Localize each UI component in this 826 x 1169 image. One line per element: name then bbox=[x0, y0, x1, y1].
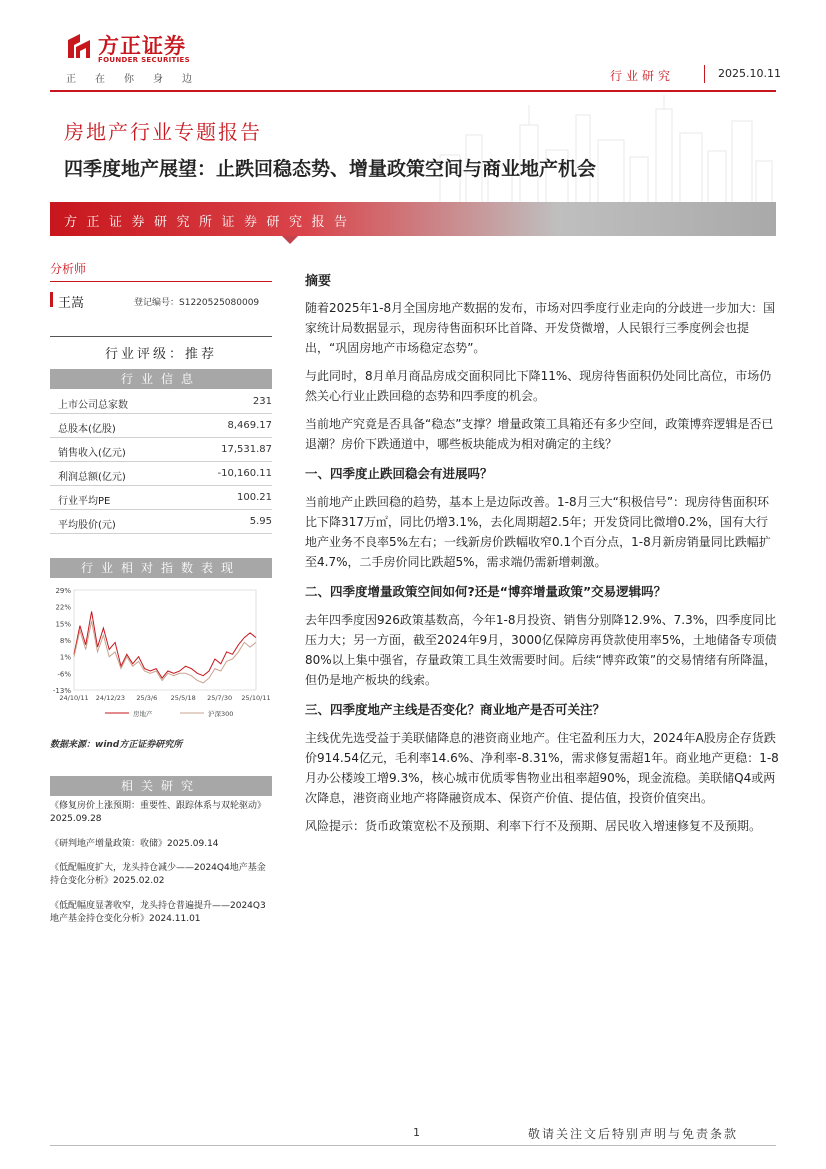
section-body: 当前地产止跌回稳的趋势，基本上是边际改善。1-8月三大“积极信号”：现房待售面积环比下降317万㎡，同比仍增3.1%，去化周期超2.5年；开发贷同比微增0.2%，国有大行地产业务不良率5%左右；一线新房价跌幅收窄0.1个百分点，1-8月新房销量同比跌幅扩至4.7%，二手房价同比跌超5%，需求端仍需新增刺激。 bbox=[305, 495, 771, 569]
series-line-csi300 bbox=[74, 621, 256, 683]
info-label: 总股本(亿股) bbox=[58, 424, 116, 435]
x-tick-label: 24/10/11 bbox=[59, 694, 89, 702]
section-title: 一、四季度止跌回稳会有进展吗？ bbox=[305, 466, 493, 481]
index-chart-svg bbox=[50, 580, 272, 730]
report-category: 行业研究 bbox=[610, 69, 675, 83]
info-value: 17,531.87 bbox=[221, 444, 272, 455]
disclaimer-notice: 敬请关注文后特别声明与免责条款 bbox=[528, 1127, 739, 1141]
y-tick-label: 15% bbox=[55, 620, 71, 629]
analyst-divider bbox=[50, 281, 272, 282]
header-divider bbox=[50, 90, 776, 92]
info-value: -10,160.11 bbox=[217, 468, 272, 479]
analyst-name: 王嵩 bbox=[58, 296, 85, 311]
company-name-cn: 方正证券 bbox=[98, 34, 186, 58]
risk-warning: 风险提示：货币政策宽松不及预期、利率下行不及预期、居民收入增速修复不及预期。 bbox=[305, 819, 762, 833]
index-chart bbox=[50, 580, 272, 730]
info-label: 行业平均PE bbox=[58, 496, 111, 507]
banner-pointer bbox=[282, 236, 298, 244]
industry-info-row bbox=[50, 414, 272, 438]
report-date: 2025.10.11 bbox=[718, 67, 781, 80]
page-number: 1 bbox=[413, 1126, 420, 1139]
abstract-heading: 摘要 bbox=[305, 274, 332, 289]
info-label: 销售收入(亿元) bbox=[58, 448, 126, 459]
section-title: 二、四季度增量政策空间如何?还是“博弈增量政策”交易逻辑吗？ bbox=[305, 584, 667, 599]
y-tick-label: 8% bbox=[59, 637, 71, 645]
x-tick-label: 24/12/23 bbox=[95, 694, 126, 702]
legend-label: 房地产 bbox=[133, 710, 153, 718]
industry-info-row bbox=[50, 438, 272, 462]
founder-logo-icon bbox=[64, 32, 94, 62]
series-line-real-estate bbox=[74, 611, 256, 678]
abstract-paragraph: 当前地产究竟是否具备“稳态”支撑？增量政策工具箱还有多少空间，政策博弈逻辑是否已退潮？房价下跌通道中，哪些板块能成为相对确定的主线？ bbox=[305, 417, 774, 451]
footer-divider bbox=[50, 1145, 776, 1146]
company-name-en: FOUNDER SECURITIES bbox=[98, 56, 190, 64]
info-label: 平均股价(元) bbox=[58, 520, 116, 531]
header-separator bbox=[704, 65, 705, 83]
related-research-item[interactable]: 《研判地产增量政策：收储》2025.09.14 bbox=[50, 839, 219, 849]
section-title: 三、四季度地产主线是否变化？商业地产是否可关注？ bbox=[305, 702, 606, 717]
y-tick-label: -13% bbox=[52, 687, 71, 695]
related-research-item[interactable]: 《低配幅度显著收窄，龙头持仓普遍提升——2024Q3地产基金持仓变化分析》2024.11.01 bbox=[50, 901, 266, 924]
info-value: 5.95 bbox=[249, 516, 272, 527]
analyst-heading: 分析师 bbox=[50, 262, 87, 276]
abstract-paragraph: 随着2025年1-8月全国房地产数据的发布，市场对四季度行业走向的分歧进一步加大：国家统计局数据显示，现房待售面积环比首降、开发贷微增，人民银行三季度例会也提出，“巩固房地产市场稳定态势”。 bbox=[305, 301, 776, 355]
related-research-item[interactable]: 《修复房价上涨预期：重要性、跟踪体系与双轮驱动》2025.09.28 bbox=[50, 801, 267, 824]
y-tick-label: 1% bbox=[59, 653, 71, 662]
industry-rating: 行业评级：推荐 bbox=[104, 347, 217, 362]
info-label: 利润总额(亿元) bbox=[58, 472, 126, 483]
info-value: 231 bbox=[252, 396, 272, 407]
industry-info-row bbox=[50, 390, 272, 414]
slogan: 正在你身边 bbox=[66, 74, 211, 85]
index-chart-heading: 行业相对指数表现 bbox=[50, 558, 272, 578]
rating-divider bbox=[50, 336, 272, 337]
y-tick-label: 22% bbox=[55, 603, 71, 612]
abstract-body bbox=[305, 298, 779, 836]
section-body: 主线优先选受益于美联储降息的港资商业地产。住宅盈利压力大，2024年A股房企存货跌价914.54亿元，毛利率14.6%、净利率-8.31%，需求修复需超1年。商业地产更稳：1-8月办公楼竣工增9.3%，核心城市优质零售物业出租率超90%，现金流稳。美联储Q4或两次降息，港资商业地产将降融资成本、保资产价值、提估值，投资价值突出。 bbox=[305, 731, 779, 805]
related-research-heading: 相关研究 bbox=[50, 776, 272, 796]
legend-label: 沪深300 bbox=[208, 710, 234, 718]
institute-banner-text: 方正证券研究所证券研究报告 bbox=[64, 215, 357, 230]
x-tick-label: 25/5/18 bbox=[170, 694, 196, 702]
report-title: 四季度地产展望：止跌回稳态势、增量政策空间与商业地产机会 bbox=[64, 158, 597, 180]
related-research-item[interactable]: 《低配幅度扩大，龙头持仓减少——2024Q4地产基金持仓变化分析》2025.02.02 bbox=[50, 863, 266, 886]
section-body: 去年四季度因926政策基数高，今年1-8月投资、销售分别降12.9%、7.3%，四季度同比压力大；另一方面，截至2024年9月，3000亿保障房再贷款使用率5%，土地储备专项债80%以上集中强省，存量政策工具生效需要时间。后续“博弈政策”的交易情绪有所降温，但仍是地产板块的线索。 bbox=[305, 613, 777, 687]
y-tick-label: -6% bbox=[57, 670, 71, 679]
industry-info-row bbox=[50, 510, 272, 534]
industry-info-row bbox=[50, 486, 272, 510]
info-label: 上市公司总家数 bbox=[58, 400, 128, 411]
report-type: 房地产行业专题报告 bbox=[64, 120, 262, 144]
y-tick-label: 29% bbox=[55, 587, 71, 595]
city-skyline-icon bbox=[430, 95, 776, 203]
x-tick-label: 25/7/30 bbox=[207, 694, 233, 702]
industry-info-heading: 行业信息 bbox=[50, 369, 272, 389]
x-tick-label: 25/3/6 bbox=[136, 694, 158, 702]
x-tick-label: 25/10/11 bbox=[241, 694, 271, 702]
info-value: 8,469.17 bbox=[227, 420, 272, 431]
abstract-paragraph: 与此同时，8月单月商品房成交面积同比下降11%、现房待售面积仍处同比高位，市场仍然关心行业止跌回稳的态势和四季度的机会。 bbox=[305, 369, 772, 403]
analyst-marker bbox=[50, 292, 53, 307]
industry-info-row bbox=[50, 462, 272, 486]
analyst-registration: 登记编号：S1220525080009 bbox=[134, 298, 260, 308]
chart-source: 数据来源：wind方正证券研究所 bbox=[50, 740, 183, 750]
info-value: 100.21 bbox=[237, 492, 272, 503]
